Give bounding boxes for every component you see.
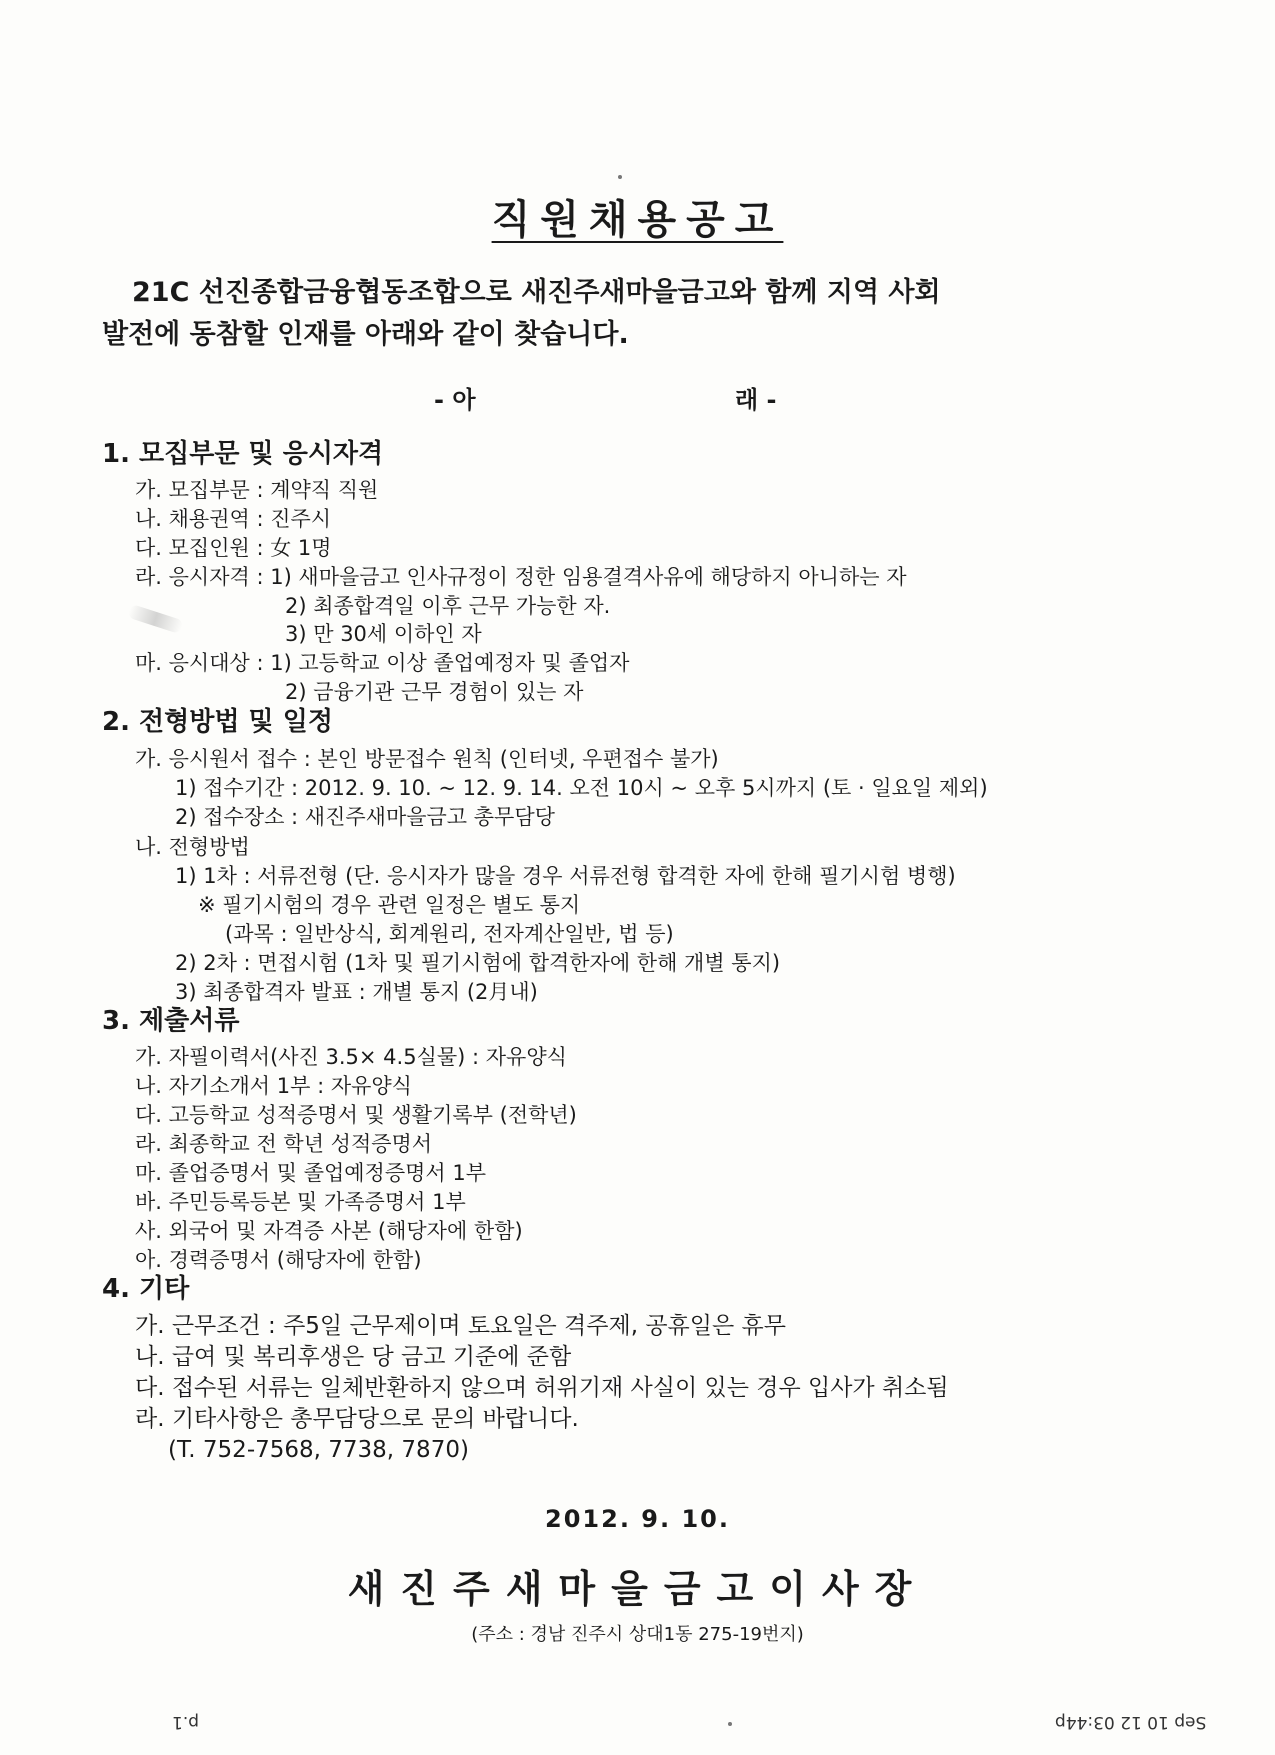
intro-paragraph <box>102 272 1102 356</box>
section-2-item: 3) 최종합격자 발표 : 개별 통지 (2月내) <box>175 980 538 1004</box>
scan-smudge <box>127 604 184 634</box>
fax-timestamp: Sep 10 12 03:44p <box>1055 1712 1207 1732</box>
fax-page-number: p.1 <box>172 1712 200 1732</box>
section-1-item: 2) 금융기관 근무 경험이 있는 자 <box>285 680 584 704</box>
section-3-item: 사. 외국어 및 자격증 사본 (해당자에 한함) <box>135 1219 523 1243</box>
section-1-heading: 1. 모집부문 및 응시자격 <box>102 439 384 469</box>
section-2-item: 나. 전형방법 <box>135 835 250 859</box>
section-1-item: 2) 최종합격일 이후 근무 가능한 자. <box>285 594 611 618</box>
section-3-item: 다. 고등학교 성적증명서 및 생활기록부 (전학년) <box>135 1103 577 1127</box>
section-1-item: 다. 모집인원 : 女 1명 <box>135 536 332 560</box>
section-3-item: 바. 주민등록등본 및 가족증명서 1부 <box>135 1190 466 1214</box>
section-4-item: (T. 752-7568, 7738, 7870) <box>168 1437 469 1463</box>
section-2-item: 가. 응시원서 접수 : 본인 방문접수 원칙 (인터넷, 우편접수 불가) <box>135 747 719 771</box>
are-marker-right: 래 - <box>735 386 777 414</box>
scan-speck <box>728 1722 732 1726</box>
section-2-item: (과목 : 일반상식, 회계원리, 전자계산일반, 법 등) <box>225 922 674 946</box>
section-4-item: 나. 급여 및 복리후생은 당 금고 기준에 준함 <box>135 1344 572 1370</box>
section-3-item: 아. 경력증명서 (해당자에 한함) <box>135 1248 422 1272</box>
intro-line-1: 21C 선진종합금융협동조합으로 새진주새마을금고와 함께 지역 사회 <box>132 277 941 308</box>
section-2-item: 1) 접수기간 : 2012. 9. 10. ~ 12. 9. 14. 오전 10시 ~ 오후 5시까지 (토 · 일요일 제외) <box>175 776 988 800</box>
intro-line-2: 발전에 동참할 인재를 아래와 같이 찾습니다. <box>102 319 629 350</box>
section-3-item: 나. 자기소개서 1부 : 자유양식 <box>135 1074 412 1098</box>
section-4-item: 가. 근무조건 : 주5일 근무제이며 토요일은 격주제, 공휴일은 휴무 <box>135 1313 786 1339</box>
section-1-item: 라. 응시자격 : 1) 새마을금고 인사규정이 정한 임용결격사유에 해당하지 아니하는 자 <box>135 565 907 589</box>
section-4-item: 라. 기타사항은 총무담당으로 문의 바랍니다. <box>135 1406 579 1432</box>
section-3-item: 마. 졸업증명서 및 졸업예정증명서 1부 <box>135 1161 487 1185</box>
section-2-item: ※ 필기시험의 경우 관련 일정은 별도 통지 <box>198 893 581 917</box>
section-3-item: 라. 최종학교 전 학년 성적증명서 <box>135 1132 433 1156</box>
section-4-item: 다. 접수된 서류는 일체반환하지 않으며 허위기재 사실이 있는 경우 입사가 취소됨 <box>135 1375 949 1401</box>
signer-address: (주소 : 경남 진주시 상대1동 275-19번지) <box>471 1624 804 1645</box>
section-2-item: 2) 2차 : 면접시험 (1차 및 필기시험에 합격한자에 한해 개별 통지) <box>175 951 781 975</box>
notice-date: 2012. 9. 10. <box>545 1505 730 1533</box>
signer-name: 새진주새마을금고이사장 <box>347 1567 928 1611</box>
section-3-heading: 3. 제출서류 <box>102 1006 240 1036</box>
document-title <box>0 188 1275 245</box>
section-2-item: 2) 접수장소 : 새진주새마을금고 총무담당 <box>175 805 555 829</box>
section-1-item: 마. 응시대상 : 1) 고등학교 이상 졸업예정자 및 졸업자 <box>135 651 630 675</box>
are-marker-left: - 아 <box>434 386 476 414</box>
section-2-item: 1) 1차 : 서류전형 (단. 응시자가 많을 경우 서류전형 합격한 자에 한해 필기시험 병행) <box>175 864 956 888</box>
section-1-item: 나. 채용권역 : 진주시 <box>135 507 332 531</box>
section-4-heading: 4. 기타 <box>102 1274 190 1304</box>
section-1-item: 가. 모집부문 : 계약직 직원 <box>135 478 379 502</box>
scan-speck <box>618 175 622 179</box>
section-3-item: 가. 자필이력서(사진 3.5× 4.5실물) : 자유양식 <box>135 1045 567 1069</box>
section-1-item: 3) 만 30세 이하인 자 <box>285 622 482 646</box>
document-title-text: 직원채용공고 <box>491 197 784 243</box>
section-2-heading: 2. 전형방법 및 일정 <box>102 707 333 737</box>
